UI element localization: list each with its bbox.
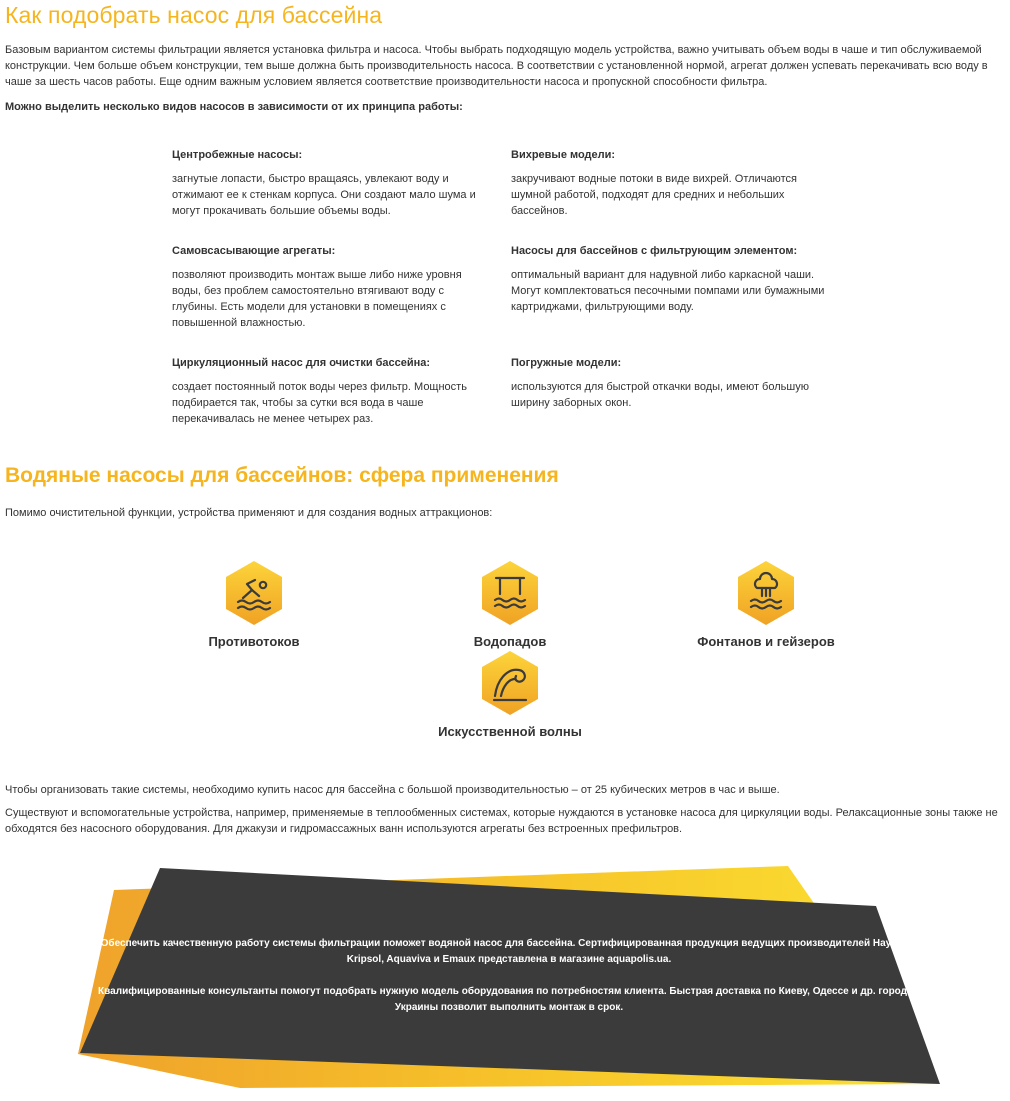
feature-waterfall <box>410 560 610 649</box>
swimmer-icon <box>225 560 283 626</box>
section-title: Водяные насосы для бассейнов: сфера применения <box>5 464 559 487</box>
promo-banner <box>78 866 940 1088</box>
feature-counterflow <box>154 560 354 649</box>
feature-wave <box>410 650 610 739</box>
pump-types-heading: Можно выделить несколько видов насосов в зависимости от их принципа работы: <box>5 101 463 113</box>
pump-type-title: Центробежные насосы: <box>172 149 303 161</box>
feature-label: Водопадов <box>473 634 547 649</box>
feature-fountains <box>666 560 866 649</box>
intro-paragraph: Базовым вариантом системы фильтрации является установка фильтра и насоса. Чтобы выбрать подходящую модель устройства, важно учитывать объем воды в чаше и тип обслуживаемой конструкции. Чем больше объем конструкции, тем выше должна быть производительность насоса. В соответствии с установленной нормой, агрегат должен успевать перекачивать всю воду в чаше за шесть часов работы. Еще одним важным условием является соответствие производительности насоса и пропускной способности фильтра. <box>5 44 988 88</box>
pump-type-description: оптимальный вариант для надувной либо каркасной чаши. Могут комплектоваться песочными помпами или бумажными картриджами, фильтрующими воду. <box>511 269 825 313</box>
page-title: Как подобрать насос для бассейна <box>5 2 383 28</box>
auxiliary-paragraph: Существуют и вспомогательные устройства, например, применяемые в теплообменных системах, которые нуждаются в установке насоса для циркуляции воды. Релаксационные зоны также не обходятся без насосного оборудования. Для джакузи и гидромассажных ванн используются агрегаты без встроенных префильтров. <box>5 807 998 835</box>
pump-type-title: Насосы для бассейнов с фильтрующим элементом: <box>511 245 798 257</box>
banner-text <box>98 936 920 1032</box>
pump-type-title: Самовсасывающие агрегаты: <box>172 245 336 257</box>
capacity-paragraph: Чтобы организовать такие системы, необходимо купить насос для бассейна с большой производительностью – от 25 кубических метров в час и выше. <box>5 784 780 796</box>
pump-type-description: позволяют производить монтаж выше либо ниже уровня воды, без проблем самостоятельно втягивают воду с глубины. Есть модели для установки в помещениях с повышенной влажностью. <box>172 269 462 329</box>
pump-type-description: создает постоянный поток воды через фильтр. Мощность подбирается так, чтобы за сутки вся вода в чаше перекачивалась не менее четырех раз. <box>172 381 467 425</box>
section-intro: Помимо очистительной функции, устройства применяют и для создания водных аттракционов: <box>5 507 493 519</box>
banner-text-1: Обеспечить качественную работу системы фильтрации поможет водяной насос для бассейна. Сертифицированная продукция ведущих производителей Hayward, Kripsol, Aquaviva и Emaux представлена в магазине aquapolis.ua. <box>100 938 918 965</box>
pump-type-description: используются для быстрой откачки воды, имеют большую ширину заборных окон. <box>511 381 809 409</box>
wave-icon <box>481 650 539 716</box>
banner-text-2: Квалифицированные консультанты помогут подобрать нужную модель оборудования по потребностям клиента. Быстрая доставка по Киеву, Одессе и др. городам Украины позволит выполнить монтаж в срок. <box>98 986 920 1013</box>
feature-label: Искусственной волны <box>438 724 582 739</box>
pump-type-title: Погружные модели: <box>511 357 622 369</box>
pump-type-title: Циркуляционный насос для очистки бассейна: <box>172 357 431 369</box>
pump-type-description: загнутые лопасти, быстро вращаясь, увлекают воду и отжимают ее к стенкам корпуса. Они создают мало шума и могут прокачивать большие объемы воды. <box>172 173 476 217</box>
pump-type-title: Вихревые модели: <box>511 149 616 161</box>
waterfall-icon <box>481 560 539 626</box>
feature-label: Фонтанов и гейзеров <box>697 634 835 649</box>
feature-label: Противотоков <box>208 634 300 649</box>
pump-type-description: закручивают водные потоки в виде вихрей. Отличаются шумной работой, подходят для средних и небольших бассейнов. <box>511 173 797 217</box>
fountain-icon <box>737 560 795 626</box>
